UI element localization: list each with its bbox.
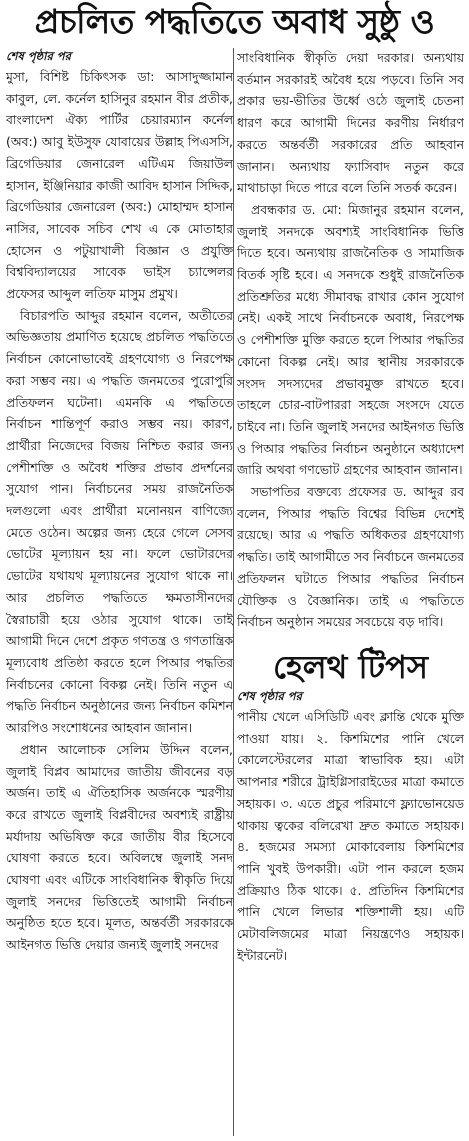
right-column [237, 47, 464, 1137]
tips-continued-label: শেষ পৃষ্ঠার পর [237, 688, 302, 703]
article-paragraph: সভাপতির বক্তব্যে প্রফেসর ড. আব্দুর রব বলেন, পিআর পদ্ধতি বিশ্বের বিভিন্ন দেশেই রয়েছে। আর এ পদ্ধতি অধিকতর গ্রহণযোগ্য পদ্ধতি। তাই আগামীতে সব নির্বাচনে জনমতের প্রতিফলন ঘটাতে পিআর পদ্ধতির নির্বাচন যৌক্তিক ও বৈজ্ঞানিক। তাই এ পদ্ধতিতে নির্বাচন অনুষ্ঠান সময়ের সবচেয়ে বড় দাবি। [237, 484, 464, 630]
headline: প্রচলিত পদ্ধতিতে অবাধ সুষ্ঠু ও [34, 2, 435, 41]
article-paragraph: বিচারপতি আব্দুর রহমান বলেন, অতীতের অভিজ্ঞতায় প্রমাণিত হয়েছে প্রচলিত পদ্ধতিতে নির্বাচন কোনোভাবেই গ্রহণযোগ্য ও নিরপেক্ষ করা সম্ভব নয়। এ পদ্ধতি জনমতের পুরোপুরি প্রতিফলন ঘটেনা। এমনকি এ পদ্ধতিতে নির্বাচন শান্তিপূর্ণ করাও সম্ভব নয়। কারণ, প্রার্থীরা নিজেদের বিজয় নিশ্চিত করার জন্য পেশীশক্তি ও অবৈধ শক্তির প্রভাব প্রদর্শনের সুযোগ পান। নির্বাচনের সময় রাজনৈতিক দলগুলো এবং প্রার্থীরা মনোনয়ন বাণিজ্যে মেতে ওঠেন। অল্পের জন্য হেরে গেলে সেসব ভোটের মূল্যায়ন হয় না। ফলে ভোটারদের ভোটের যথাযথ মূল্যায়নের সুযোগ থাকে না। আর প্রচলিত পদ্ধতিতে ক্ষমতাসীনদের স্বৈরাচারী হয়ে ওঠার সুযোগ থাকে। তাই আগামী দিনে দেশে প্রকৃত গণতন্ত্র ও গণতান্ত্রিক মূল্যবোধ প্রতিষ্ঠা করতে হলে পিআর পদ্ধতির নির্বাচনের কোনো বিকল্প নেই। তিনি নতুন এ পদ্ধতি নির্বাচন অনুষ্ঠানের জন্য নির্বাচন কমিশন আরপিও সংশোধনের আহবান জানান। [6, 307, 233, 736]
left-column [6, 47, 233, 1137]
article-paragraph: প্রবন্ধকার ড. মো: মিজানুর রহমান বলেন, জুলাই সনদকে অবশ্যই সাংবিধানিক ভিত্তি দিতে হবে। অন্যথায় রাজনৈতিক ও সামাজিক বিতর্ক সৃষ্টি হবে। এ সনদকে শুধুই রাজনৈতিক প্রতিশ্রুতির মধ্যে সীমাবদ্ধ রাখার কোন সুযোগ নেই। একই সাথে নির্বাচনকে অবাধ, নিরপেক্ষ ও পেশীশক্তি মুক্তি করতে হলে পিআর পদ্ধতির কোনো বিকল্প নেই। আর স্থানীয় সরকারকে সংসদ সদস্যদের প্রভাবমুক্ত রাখতে হবে। তাহলে চোর-বাটপাররা সহজে সংসদে যেতে চাইবে না। তিনি জুলাই সনদের আইনগত ভিত্তি ও পিআর পদ্ধতির নির্বাচন অনুষ্ঠানে অধ্যাদেশ জারি অথবা গণভোট গ্রহণের আহবান জানান। [237, 201, 464, 478]
health-tips-title: হেলথ টিপস [273, 647, 428, 686]
continued-label: শেষ পৃষ্ঠার পর [6, 49, 71, 63]
article-paragraph: প্রধান আলোচক সেলিম উদ্দিন বলেন, জুলাই বিপ্লব আমাদের জাতীয় জীবনের বড় অর্জন। তাই এ ঐতিহাসিক অর্জনকে স্মরণীয় করে রাখতে জুলাই বিপ্লবীদের অবশ্যই রাষ্ট্রীয় মর্যাদায় অভিষিক্ত করে জাতীয় বীর হিসেবে ঘোষণা করতে হবে। অবিলম্বে জুলাই সনদ ঘোষণা এবং এটিকে সাংবিধানিক স্বীকৃতি দিয়ে জুলাই সনদের ভিত্তিতেই আগামী নির্বাচন অনুষ্ঠিত হতে হবে। মূলত, অন্তর্বর্তী সরকারকে আইনগত ভিত্তি দেয়ার জন্যই জুলাই সনদের [6, 741, 233, 953]
article-paragraph: মুসা, বিশিষ্ট চিকিৎসক ডা: আসাদুজ্জামান কাবুল, লে. কর্নেল হাসিনুর রহমান বীর প্রতীক, বাংলাদেশ ঐক্য পার্টির চেয়ারম্যান কর্নেল (অব:) আবু ইউসুফ যোবায়ের উল্লাহ পিএসসি, ব্রিগেডিয়ার জেনারেল এটিএম জিয়াউল হাসান, ইঞ্জিনিয়ার কাজী আবিদ হাসান সিদ্দিক, ব্রিগেডিয়ার জেনারেল (অব:) মোহাম্মদ হাসান নাসির, সাবেক সচিব শেখ এ কে মোতাহার হোসেন ও পটুয়াখালী বিজ্ঞান ও প্রযুক্তি বিশ্ববিদ্যালয়ের সাবেক ভাইস চ্যান্সেলর প্রফেসর আব্দুল লতিফ মাসুম প্রমুখ। [6, 69, 233, 302]
article-paragraph: সাংবিধানিক স্বীকৃতি দেয়া দরকার। অন্যথায় বর্তমান সরকারই অবৈধ হয়ে পড়বে। তিনি সব প্রকার ভয়-ভীতির উর্ধ্বে ওঠে জুলাই চেতনা ধারণ করে আগামী দিনের করণীয় নির্ধারণ করতে অন্তর্বর্তী সরকারের প্রতি আহবান জানান। অন্যথায় ফ্যাসিবাদ নতুন করে মাথাচাড়া দিতে পারে বলে তিনি সতর্ক করেন। [237, 50, 464, 196]
health-tips-text: পানীয় খেলে এসিডিটি এবং ক্লান্তি থেকে মুক্তি পাওয়া যায়। ২. কিশমিশের পানি খেলে কোলেস্টেরলের মাত্রা স্বাভাবিক হয়। এটা আপনার শরীরে ট্রাইগ্লিসারাইডের মাত্রা কমাতে সহায়ক। ৩. এতে প্রচুর পরিমাণে ফ্ল্যাভোনয়েড থাকায় ত্বকের বলিরেখা দ্রুত কমাতে সহায়ক। ৪. হজমের সমস্যা মোকাবেলায় কিশমিশের পানি খুবই উপকারী। এটা পান করলে হজম প্রক্রিয়াও ঠিক থাকে। ৫. প্রতিদিন কিশমিশের পানি খেলে লিভার শক্তিশালী হয়। এটি মেটাবলিজমের মাত্রা নিয়ন্ত্রণেও সহায়ক। ইন্টারনেট। [237, 708, 464, 963]
column-divider [233, 48, 234, 1136]
